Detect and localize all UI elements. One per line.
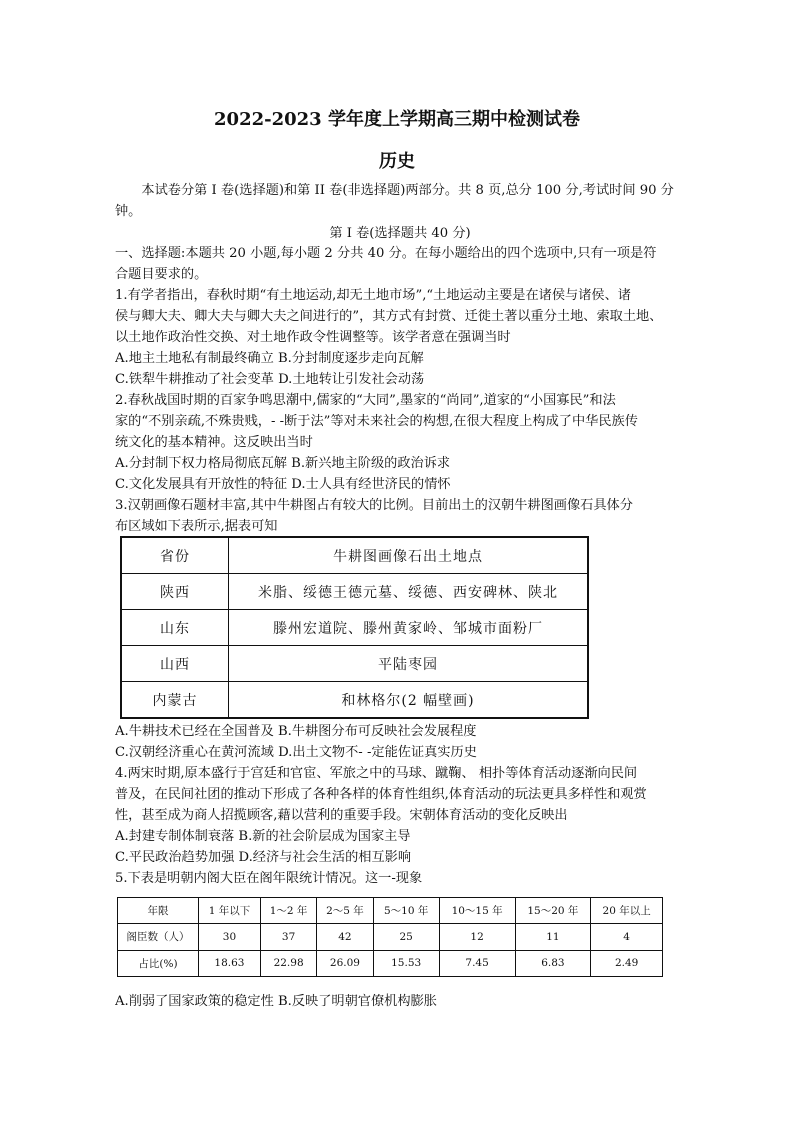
table-cell: 4 xyxy=(591,924,663,950)
table-cell: 22.98 xyxy=(260,950,316,976)
table-cell: 25 xyxy=(373,924,439,950)
table-cell: 7.45 xyxy=(439,950,515,976)
q2-stem-line: 统文化的基本精神。这反映出当时 xyxy=(115,435,313,450)
table-cell: 15.53 xyxy=(373,950,439,976)
q2-stem-line: 家的“不别亲疏,不殊贵贱，- -断于法”等对未来社会的构想,在很大程度上构成了中华民族传 xyxy=(115,414,638,429)
table-cell: 6.83 xyxy=(515,950,591,976)
table-header-cell: 5～10 年 xyxy=(373,898,439,924)
table-header-cell: 20 年以上 xyxy=(591,898,663,924)
table-cell: 米脂、绥德王德元墓、绥德、西安碑林、陕北 xyxy=(229,574,589,610)
intro-paragraph: 本试卷分第 I 卷(选择题)和第 II 卷(非选择题)两部分。共 8 页,总分 100 分,考试时间 90 分钟。 xyxy=(115,183,674,219)
table-row xyxy=(121,537,588,574)
table-header-cell: 1 年以下 xyxy=(199,898,261,924)
q4-stem-line: 4.两宋时期,原本盛行于宫廷和官宦、军旅之中的马球、蹴鞠、 相扑等体育活动逐渐向民间 xyxy=(115,766,638,781)
table-row xyxy=(118,898,663,924)
table-cell: 18.63 xyxy=(199,950,261,976)
table-cell: 滕州宏道院、滕州黄家岭、邹城市面粉厂 xyxy=(229,610,589,646)
question-block-1 xyxy=(115,243,685,537)
q2-option-line: C.文化发展具有开放性的特征 D.士人具有经世济民的情怀 xyxy=(115,477,451,492)
q4-stem-line: 普及，在民间社团的推动下形成了各种各样的体育性组织,体育活动的玩法更具多样性和观赏 xyxy=(115,787,647,802)
table-cell: 42 xyxy=(317,924,373,950)
question-block-3 xyxy=(115,991,685,1012)
instruction-line: 合题目要求的。 xyxy=(115,267,208,282)
question-block-2 xyxy=(115,721,685,889)
q3-option-line: A.牛耕技术已经在全国普及 B.牛耕图分布可反映社会发展程度 xyxy=(115,724,477,739)
table-header-cell: 年限 xyxy=(118,898,199,924)
ox-plough-table xyxy=(120,536,589,719)
q3-stem-line: 3.汉朝画像石题材丰富,其中牛耕图占有较大的比例。目前出土的汉朝牛耕图画像石具体分 xyxy=(115,498,633,513)
table-row xyxy=(118,950,663,976)
table-cell: 12 xyxy=(439,924,515,950)
table-cell: 内蒙古 xyxy=(121,682,229,719)
q3-option-line: C.汉朝经济重心在黄河流域 D.出土文物不- -定能佐证真实历史 xyxy=(115,745,477,760)
q3-stem-line: 布区域如下表所示,据表可知 xyxy=(115,519,278,534)
table-cell: 11 xyxy=(515,924,591,950)
table-cell: 山西 xyxy=(121,646,229,682)
q5-stem-line: 5.下表是明朝内阁大臣在阁年限统计情况。这一-现象 xyxy=(115,871,423,886)
table-header-cell: 牛耕图画像石出土地点 xyxy=(229,537,589,574)
q1-stem-line: 1.有学者指出，春秋时期“有土地运动,却无土地市场”,“土地运动主要是在诸侯与诸侯、诸 xyxy=(115,288,631,303)
table-header-cell: 15～20 年 xyxy=(515,898,591,924)
table-row xyxy=(121,646,588,682)
subject-title: 历史 xyxy=(379,151,415,172)
table-row xyxy=(118,924,663,950)
instruction-line: 一、选择题:本题共 20 小题,每小题 2 分共 40 分。在每小题给出的四个选项中,只有一项是符 xyxy=(115,246,657,261)
table-cell: 和林格尔(2 幅壁画) xyxy=(229,682,589,719)
q1-option-line: A.地主土地私有制最终确立 B.分封制度逐步走向瓦解 xyxy=(115,351,424,366)
table-row xyxy=(121,610,588,646)
table-row-label: 占比(%) xyxy=(118,950,199,976)
table-row-label: 阁臣数（人） xyxy=(118,924,199,950)
table-header-cell: 10～15 年 xyxy=(439,898,515,924)
section-title: 第 I 卷(选择题共 40 分) xyxy=(329,226,471,241)
cabinet-tenure-table xyxy=(117,897,663,977)
table-row xyxy=(121,682,588,719)
q4-option-line: A.封建专制体制衰落 B.新的社会阶层成为国家主导 xyxy=(115,829,411,844)
q2-stem-line: 2.春秋战国时期的百家争鸣思潮中,儒家的“大同”,墨家的“尚同”,道家的“小国寡民”和法 xyxy=(115,393,616,408)
table-header-cell: 2～5 年 xyxy=(317,898,373,924)
table-header-cell: 1～2 年 xyxy=(260,898,316,924)
table-cell: 平陆枣园 xyxy=(229,646,589,682)
q2-option-line: A.分封制下权力格局彻底瓦解 B.新兴地主阶级的政治诉求 xyxy=(115,456,451,471)
table-cell: 陕西 xyxy=(121,574,229,610)
table-cell: 30 xyxy=(199,924,261,950)
table-row xyxy=(121,574,588,610)
q1-stem-line: 以土地作政治性交换、对土地作政令性调整等。该学者意在强调当时 xyxy=(115,330,511,345)
exam-title: 2022-2023 学年度上学期高三期中检测试卷 xyxy=(214,109,580,130)
table-cell: 2.49 xyxy=(591,950,663,976)
q1-stem-line: 侯与卿大夫、卿大夫与卿大夫之间进行的”，其方式有封赏、迁徙土著以重分土地、索取土地、 xyxy=(115,309,663,324)
table-cell: 山东 xyxy=(121,610,229,646)
q4-option-line: C.平民政治趋势加强 D.经济与社会生活的相互影响 xyxy=(115,850,412,865)
table-cell: 26.09 xyxy=(317,950,373,976)
table-cell: 37 xyxy=(260,924,316,950)
table-header-cell: 省份 xyxy=(121,537,229,574)
q5-option-line: A.削弱了国家政策的稳定性 B.反映了明朝官僚机构膨胀 xyxy=(115,994,437,1009)
q1-option-line: C.铁犁牛耕推动了社会变革 D.土地转让引发社会动荡 xyxy=(115,372,425,387)
q4-stem-line: 性，甚至成为商人招揽顾客,藉以营利的重要手段。宋朝体育活动的变化反映出 xyxy=(115,808,568,823)
